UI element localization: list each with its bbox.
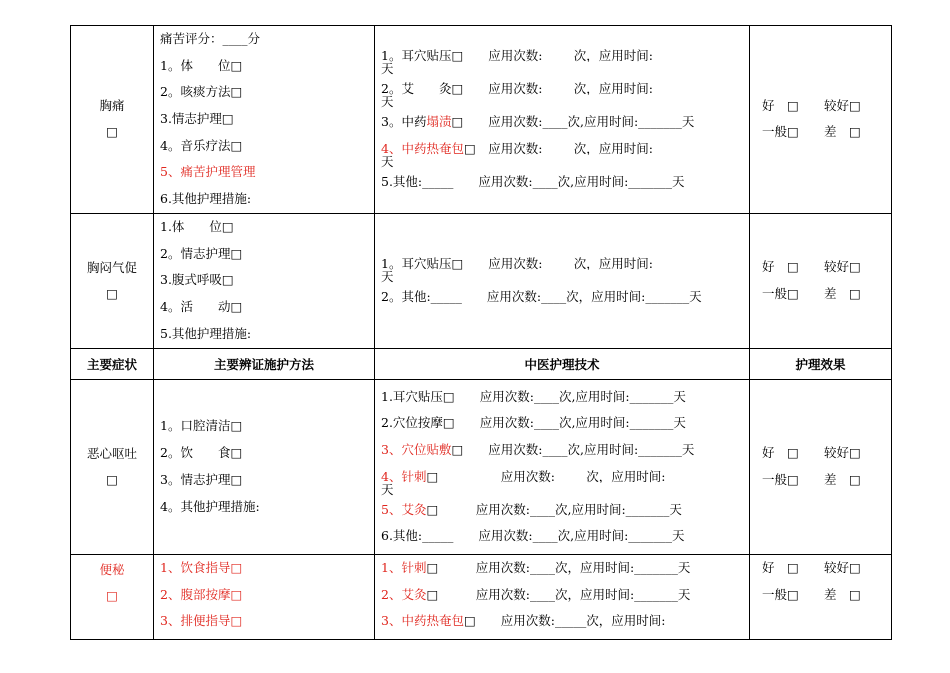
- tech-highlight: 1、针刺: [381, 559, 427, 575]
- effect-option[interactable]: 一般□: [762, 285, 799, 301]
- effect-line: [762, 555, 891, 582]
- tech-item: [375, 410, 749, 437]
- tech-line: [381, 608, 749, 635]
- tech-detail: 应用次数:_____次，应用时间:: [463, 49, 653, 63]
- effect-option[interactable]: 较好□: [824, 445, 861, 461]
- tech-detail: □ 应用次数:____次,应用时间:_______天: [426, 501, 682, 517]
- methods-cell: [154, 379, 375, 554]
- symptom-checkbox[interactable]: □: [106, 471, 118, 487]
- tech-detail: 应用次数:_____次，应用时间:: [463, 82, 653, 96]
- tech-line: [381, 384, 749, 411]
- tech-cell: [375, 554, 750, 639]
- tech-detail: □ 应用次数:____次，应用时间:_______天: [426, 586, 691, 602]
- methods-cell: [154, 554, 375, 639]
- methods-cell: [154, 213, 375, 348]
- tech-detail: □ 应用次数:_____次，应用时间:: [463, 613, 666, 629]
- tech-line: [381, 142, 743, 155]
- tech-item: [375, 251, 749, 284]
- method-item: 5.其他护理措施:: [160, 325, 252, 341]
- tech-highlight: 4、针刺: [381, 469, 427, 483]
- method-item: 2。饮 食□: [160, 445, 243, 461]
- effect-option[interactable]: 较好□: [824, 559, 861, 575]
- tech-item: [375, 136, 749, 169]
- tech-cell: [375, 379, 750, 554]
- header-tech: 中医护理技术: [375, 348, 750, 379]
- effect-option[interactable]: 好 □: [762, 259, 799, 275]
- tech-highlight: 塌渍: [426, 114, 452, 130]
- tech-text: 1。耳穴贴压□: [381, 49, 464, 63]
- effect-cell: [750, 26, 892, 214]
- tech-line: [381, 497, 749, 524]
- symptom-cell: [71, 26, 154, 214]
- method-item: 1。体 位□: [160, 57, 243, 73]
- tech-line: [381, 82, 743, 95]
- header-methods: 主要辨证施护方法: [154, 348, 375, 379]
- effect-option[interactable]: 好 □: [762, 559, 799, 575]
- tech-highlight: 4、中药热奄包: [381, 141, 464, 155]
- tech-item: [375, 43, 749, 76]
- method-item: 4。其他护理措施:: [160, 498, 260, 514]
- tech-text: 3。中药: [381, 114, 427, 130]
- tech-detail: □ 应用次数:____次,应用时间:_______天: [451, 114, 695, 130]
- tech-line: [381, 555, 749, 582]
- tech-detail: □ 应用次数:____次，应用时间:_______天: [426, 559, 691, 575]
- tech-line: [381, 437, 749, 464]
- method-item: 1。口腔清洁□: [160, 418, 243, 434]
- symptom-checkbox[interactable]: □: [106, 587, 118, 603]
- effect-option[interactable]: 差 □: [824, 471, 861, 487]
- effect-option[interactable]: 较好□: [824, 97, 861, 113]
- symptom-name: 便秘: [99, 561, 125, 577]
- tech-item: [375, 497, 749, 524]
- tech-text: 2。其他:_____ 应用次数:____次，应用时间:_______天: [381, 288, 702, 304]
- tech-line: [381, 470, 743, 483]
- methods-cell: [154, 26, 375, 214]
- method-item: 1.体 位□: [160, 219, 234, 235]
- effect-option[interactable]: 差 □: [824, 285, 861, 301]
- tech-wrap-unit: 天: [381, 94, 394, 110]
- tech-line: [381, 582, 749, 609]
- effect-option[interactable]: 一般□: [762, 586, 799, 602]
- tech-detail: □ 应用次数:_____次，应用时间:: [463, 141, 653, 155]
- tech-text: 1。耳穴贴压□: [381, 256, 464, 270]
- tech-text: 2。艾 灸□: [381, 82, 464, 96]
- tech-highlight: 3、穴位贴敷: [381, 441, 452, 457]
- tech-wrap-unit: 天: [381, 153, 394, 169]
- tech-detail: □ 应用次数:____次,应用时间:_______天: [451, 441, 695, 457]
- effect-line: [762, 440, 891, 467]
- effect-option[interactable]: 差 □: [824, 586, 861, 602]
- tech-line: [381, 109, 749, 136]
- tech-cell: [375, 213, 750, 348]
- effect-option[interactable]: 好 □: [762, 445, 799, 461]
- tech-highlight: 5、艾灸: [381, 501, 427, 517]
- header-symptom: 主要症状: [71, 348, 154, 379]
- tech-item: [375, 284, 749, 311]
- tech-detail: □ 应用次数:_____次，应用时间:: [426, 469, 666, 483]
- tech-item: [375, 582, 749, 609]
- tech-text: 6.其他:_____ 应用次数:____次,应用时间:_______天: [381, 528, 685, 544]
- method-item: 2、腹部按摩□: [160, 586, 243, 602]
- tech-item: [375, 76, 749, 109]
- effect-line: [762, 93, 891, 120]
- table-row-chest-tightness: [71, 213, 892, 348]
- tech-item: [375, 523, 749, 550]
- header-effect: 护理效果: [750, 348, 892, 379]
- method-item: 4。活 动□: [160, 299, 243, 315]
- symptom-checkbox[interactable]: □: [106, 124, 118, 140]
- effect-cell: [750, 554, 892, 639]
- effect-option[interactable]: 一般□: [762, 124, 799, 140]
- tech-wrap-unit: 天: [381, 268, 394, 284]
- nursing-plan-table: [70, 25, 892, 640]
- effect-line: [762, 467, 891, 494]
- tech-highlight: 3、中药热奄包: [381, 613, 464, 629]
- tech-cell: [375, 26, 750, 214]
- tech-line: [381, 257, 743, 270]
- symptom-checkbox[interactable]: □: [106, 285, 118, 301]
- symptom-cell: [71, 379, 154, 554]
- method-item: 1、饮食指导□: [160, 559, 243, 575]
- effect-option[interactable]: 好 □: [762, 97, 799, 113]
- tech-item: [375, 555, 749, 582]
- symptom-cell: [71, 554, 154, 639]
- symptom-name: 胸痛: [99, 98, 125, 114]
- method-item: 5、痛苦护理管理: [160, 164, 256, 180]
- method-item: 4。音乐疗法□: [160, 137, 243, 153]
- tech-line: [381, 49, 743, 62]
- tech-item: [375, 169, 749, 196]
- tech-text: 1.耳穴贴压□ 应用次数:____次,应用时间:_______天: [381, 388, 686, 404]
- method-item: 3.腹式呼吸□: [160, 272, 234, 288]
- method-item: 痛苦评分：____分: [160, 31, 261, 46]
- effect-option[interactable]: 一般□: [762, 471, 799, 487]
- method-item: 3、排便指导□: [160, 613, 243, 629]
- symptom-name: 恶心呕吐: [86, 445, 137, 461]
- effect-line: [762, 254, 891, 281]
- tech-wrap-unit: 天: [381, 481, 394, 497]
- effect-option[interactable]: 差 □: [824, 124, 861, 140]
- table-row-chest-pain: [71, 26, 892, 214]
- symptom-name: 胸闷气促: [86, 259, 137, 275]
- tech-text: 5.其他:_____ 应用次数:____次,应用时间:_______天: [381, 173, 685, 189]
- tech-item: [375, 109, 749, 136]
- table-row-nausea: [71, 379, 892, 554]
- method-item: 3.情志护理□: [160, 111, 234, 127]
- tech-item: [375, 437, 749, 464]
- tech-wrap-unit: 天: [381, 61, 394, 77]
- table-header-row: [71, 348, 892, 379]
- effect-option[interactable]: 较好□: [824, 259, 861, 275]
- effect-line: [762, 119, 891, 146]
- method-item: 3。情志护理□: [160, 471, 243, 487]
- effect-cell: [750, 213, 892, 348]
- method-item: 2。情志护理□: [160, 245, 243, 261]
- effect-line: [762, 281, 891, 308]
- effect-line: [762, 582, 891, 609]
- tech-text: 2.穴位按摩□ 应用次数:____次,应用时间:_______天: [381, 415, 686, 431]
- method-item: 2。咳痰方法□: [160, 84, 243, 100]
- tech-line: [381, 523, 749, 550]
- effect-cell: [750, 379, 892, 554]
- symptom-cell: [71, 213, 154, 348]
- tech-line: [381, 169, 749, 196]
- tech-item: [375, 464, 749, 497]
- table-row-constipation: [71, 554, 892, 639]
- tech-detail: 应用次数:_____次，应用时间:: [463, 256, 653, 270]
- tech-line: [381, 410, 749, 437]
- tech-item: [375, 384, 749, 411]
- tech-highlight: 2、艾灸: [381, 586, 427, 602]
- method-item: 6.其他护理措施:: [160, 191, 252, 207]
- tech-line: [381, 284, 749, 311]
- tech-item: [375, 608, 749, 635]
